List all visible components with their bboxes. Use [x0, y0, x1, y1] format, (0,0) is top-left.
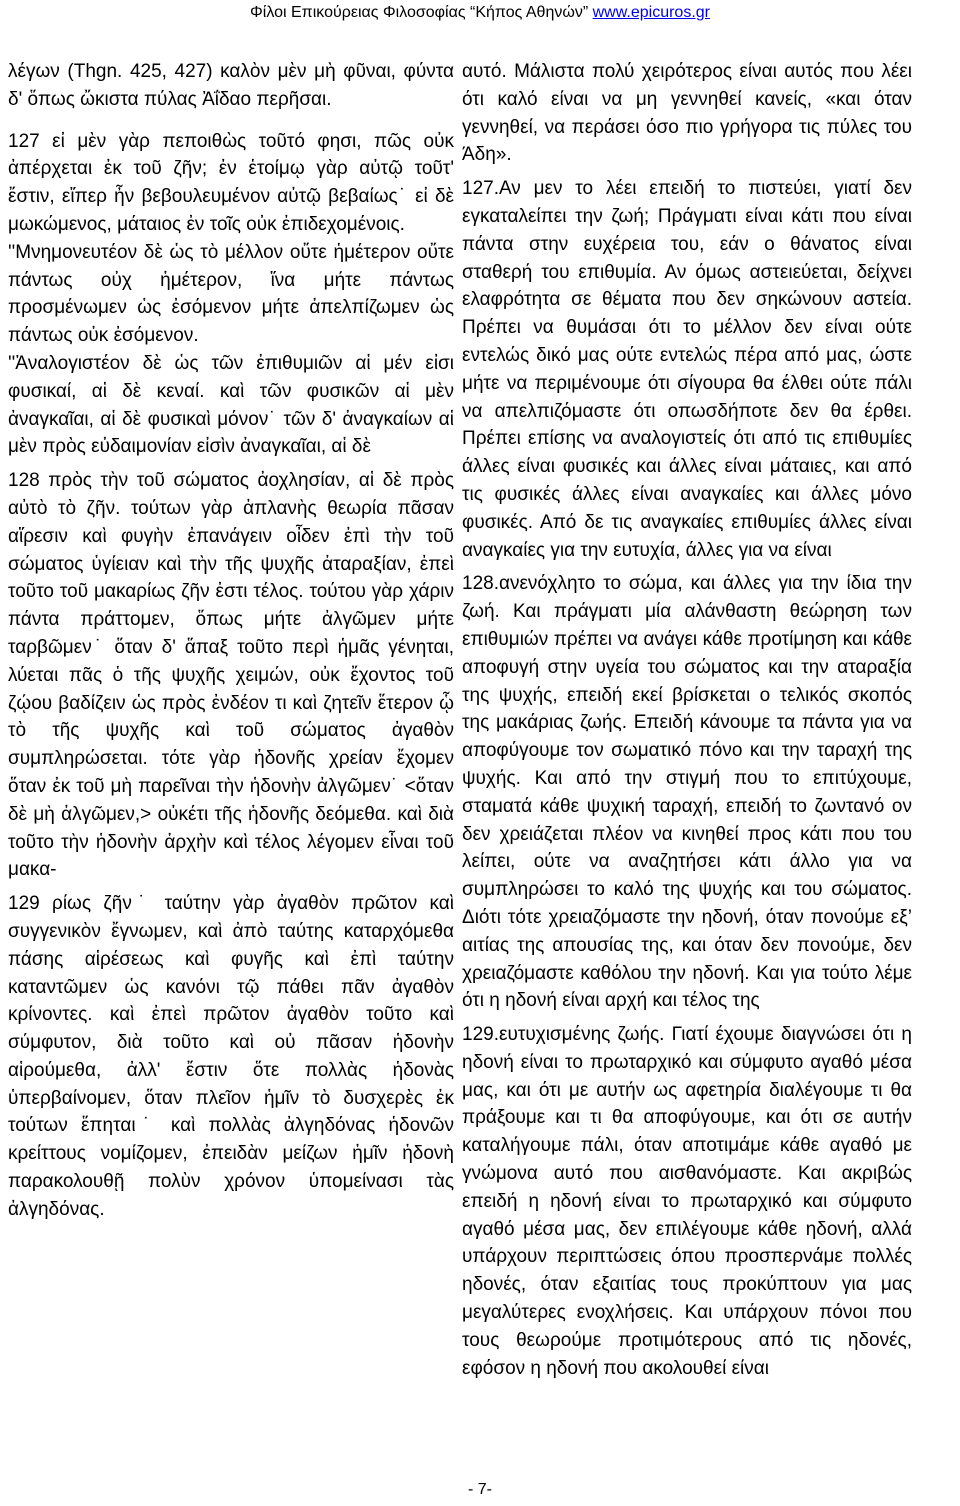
translation-paragraph: 129.ευτυχισμένης ζωής. Γιατί έχουμε διαγνώσει ότι η ηδονή είναι το πρωταρχικό και σύμφυτο αγαθό μέσα μας, και ότι με αυτήν ως αφετηρία διαλέγουμε τι θα πράξουμε και τι θα αποφύγουμε, και ότι σε αυτήν καταλήγουμε πάλι, όταν αποτιμάμε κάθε αγαθό με γνώμονα αυτό που αισθανόμαστε. Και ακριβώς επειδή η ηδονή είναι το πρωταρχικό και σύμφυτο αγαθό μέσα μας, δεν επιλέγουμε κάθε ηδονή, αλλά υπάρχουν περιπτώσεις όπου προσπερνάμε πολλές ηδονές, όταν εξαιτίας τους προκύπτουν για μας μεγαλύτερες ενοχλήσεις. Και υπάρχουν πόνοι που τους θεωρούμε προτιμότερους από τις ηδονές, εφόσον η ηδονή που ακολουθεί είναι [462, 1024, 912, 1379]
greek-paragraph: 128 πρὸς τὴν τοῦ σώματος ἀοχλησίαν, αἱ δὲ πρὸς αὐτὸ τὸ ζῆν. τούτων γὰρ ἀπλανὴς θεωρία πᾶσαν αἵρεσιν καὶ φυγὴν ἐπανάγειν οἶδεν ἐπὶ τὴν τοῦ σώματος ὑγίειαν καὶ τὴν τῆς ψυχῆς ἀταραξίαν, ἐπεὶ τοῦτο τοῦ μακαρίως ζῆν ἐστι τέλος. τούτου γὰρ χάριν πάντα πράττομεν, ὅπως μήτε ἀλγῶμεν μήτε ταρβῶμεν˙ ὅταν δ' ἅπαξ τοῦτο περὶ ἡμᾶς γένηται, λύεται πᾶς ὁ τῆς ψυχῆς χειμών, οὐκ ἔχοντος τοῦ ζῴου βαδίζειν ὡς πρὸς ἐνδέον τι καὶ ζητεῖν ἕτερον ᾧ τὸ τῆς ψυχῆς καὶ τοῦ σώματος ἀγαθὸν συμπληρώσεται. τότε γὰρ ἡδονῆς χρείαν ἔχομεν ὅταν ἐκ τοῦ μὴ παρεῖναι τὴν ἡδονὴν ἀλγῶμεν˙ <ὅταν δὲ μὴ ἀλγῶμεν,> οὐκέτι τῆς ἡδονῆς δεόμεθα. καὶ διὰ τοῦτο τὴν ἡδονὴν ἀρχὴν καὶ τέλος λέγομεν εἶναι τοῦ μακα- [8, 470, 454, 881]
greek-paragraph: ''Μνημονευτέον δὲ ὡς τὸ μέλλον οὔτε ἡμέτερον οὔτε πάντως οὐχ ἡμέτερον, ἵνα μήτε πάντως προσμένωμεν ὡς ἐσόμενον μήτε ἀπελπίζωμεν ὡς πάντως οὐκ ἐσόμενον. [8, 241, 454, 347]
greek-paragraph: 127 εἰ μὲν γὰρ πεποιθὼς τοῦτό φησι, πῶς οὐκ ἀπέρχεται ἐκ τοῦ ζῆν; ἐν ἑτοίμῳ γὰρ αὐτῷ τοῦτ' ἔστιν, εἴπερ ἦν βεβουλευμένον αὐτῷ βεβαίως˙ εἰ δὲ μωκώμενος, μάταιος ἐν τοῖς οὐκ ἐπιδεχομένοις. [8, 130, 454, 235]
translation-paragraph: 128.ανενόχλητο το σώμα, και άλλες για την ίδια την ζωή. Και πράγματι μία αλάνθαστη θεώρηση των επιθυμιών πρέπει να ανάγει κάθε προτίμηση και κάθε αποφυγή στην υγεία του σώματος και την αταραξία της ψυχής, επειδή εκεί βρίσκεται ο τελικός σκοπός της μακάριας ζωής. Επειδή κάνουμε τα πάντα για να αποφύγουμε τον σωματικό πόνο και την ταραχή της ψυχής. Και από την στιγμή που το επιτύχουμε, σταματά κάθε ψυχική ταραχή, επειδή το ζωντανό ον δεν χρειάζεται πλέον να κινηθεί προς κάτι που του λείπει, ούτε να αναζητήσει κάτι άλλο για να συμπληρώσει το καλό της ψυχής και του σώματος. Διότι τότε χρειαζόμαστε την ηδονή, όταν πονούμε εξ’ αιτίας της απουσίας της, και όταν δεν πονούμε, δεν χρειαζόμαστε καθόλου την ηδονή. Και για τούτο λέμε ότι η ηδονή είναι αρχή και τέλος της [462, 573, 912, 1012]
header-link[interactable]: www.epicuros.gr [592, 4, 710, 21]
greek-paragraph: ''Ἀναλογιστέον δὲ ὡς τῶν ἐπιθυμιῶν αἱ μέν εἰσι φυσικαί, αἱ δὲ κεναί. καὶ τῶν φυσικῶν αἱ μὲν ἀναγκαῖαι, αἱ δὲ φυσικαὶ μόνον˙ τῶν δ' ἀναγκαίων αἱ μὲν πρὸς εὐδαιμονίαν εἰσὶν ἀναγκαῖαι, αἱ δὲ [8, 352, 454, 458]
translation-paragraph: αυτό. Μάλιστα πολύ χειρότερος είναι αυτός που λέει ότι καλό είναι να μη γεννηθεί κανείς, «και όταν γεννηθεί, να περάσει όσο πιο γρήγορα τις πύλες του Άδη». [462, 61, 912, 166]
page-number: - 7- [468, 1481, 492, 1498]
translation-paragraph: 127.Αν μεν το λέει επειδή το πιστεύει, γιατί δεν εγκαταλείπει την ζωή; Πράγματι είναι κάτι που είναι πάντα στην ευχέρεια του, εάν ο θάνατος είναι σταθερή του επιθυμία. Αν όμως αστειεύεται, δείχνει ελαφρότητα σε θέματα που δεν σηκώνουν αστεία. Πρέπει να θυμάσαι ότι το μέλλον δεν είναι ούτε εντελώς δικό μας ούτε εντελώς πέρα από μας, ώστε μήτε να περιμένουμε ότι σίγουρα θα έλθει ούτε πάλι να απελπιζόμαστε ότι οπωσδήποτε δεν θα έρθει. Πρέπει επίσης να αναλογιστείς ότι από τις επιθυμίες άλλες είναι φυσικές και άλλες είναι μάταιες, και από τις φυσικές άλλες είναι αναγκαίες και άλλες μόνο φυσικές. Από δε τις αναγκαίες επιθυμίες άλλες είναι αναγκαίες για την ευτυχία, άλλες για να είναι [462, 178, 912, 561]
modern-greek-translation-column [462, 58, 912, 1382]
greek-text-column [8, 58, 454, 1224]
page-header [0, 4, 960, 22]
greek-paragraph: λέγων (Thgn. 425, 427) καλὸν μὲν μὴ φῦναι, φύντα δ' ὅπως ὤκιστα πύλας Ἀΐδαο περῆσαι. [8, 61, 454, 110]
header-title: Φίλοι Επικούρειας Φιλοσοφίας “Κήπος Αθηνών” [250, 4, 593, 21]
greek-paragraph: 129 ρίως ζῆν˙ ταύτην γὰρ ἀγαθὸν πρῶτον καὶ συγγενικὸν ἔγνωμεν, καὶ ἀπὸ ταύτης καταρχόμεθα πάσης αἱρέσεως καὶ φυγῆς καὶ ἐπὶ ταύτην καταντῶμεν ὡς κανόνι τῷ πάθει πᾶν ἀγαθὸν κρίνοντες. καὶ ἐπεὶ πρῶτον ἀγαθὸν τοῦτο καὶ σύμφυτον, διὰ τοῦτο καὶ οὐ πᾶσαν ἡδονὴν αἱρούμεθα, ἀλλ' ἔστιν ὅτε πολλὰς ἡδονὰς ὑπερβαίνομεν, ὅταν πλεῖον ἡμῖν τὸ δυσχερὲς ἐκ τούτων ἕπηται˙ καὶ πολλὰς ἀλγηδόνας ἡδονῶν κρείττους νομίζομεν, ἐπειδὰν μείζων ἡμῖν ἡδονὴ παρακολουθῇ πολὺν χρόνον ὑπομείνασι τὰς ἀλγηδόνας. [8, 893, 454, 1220]
